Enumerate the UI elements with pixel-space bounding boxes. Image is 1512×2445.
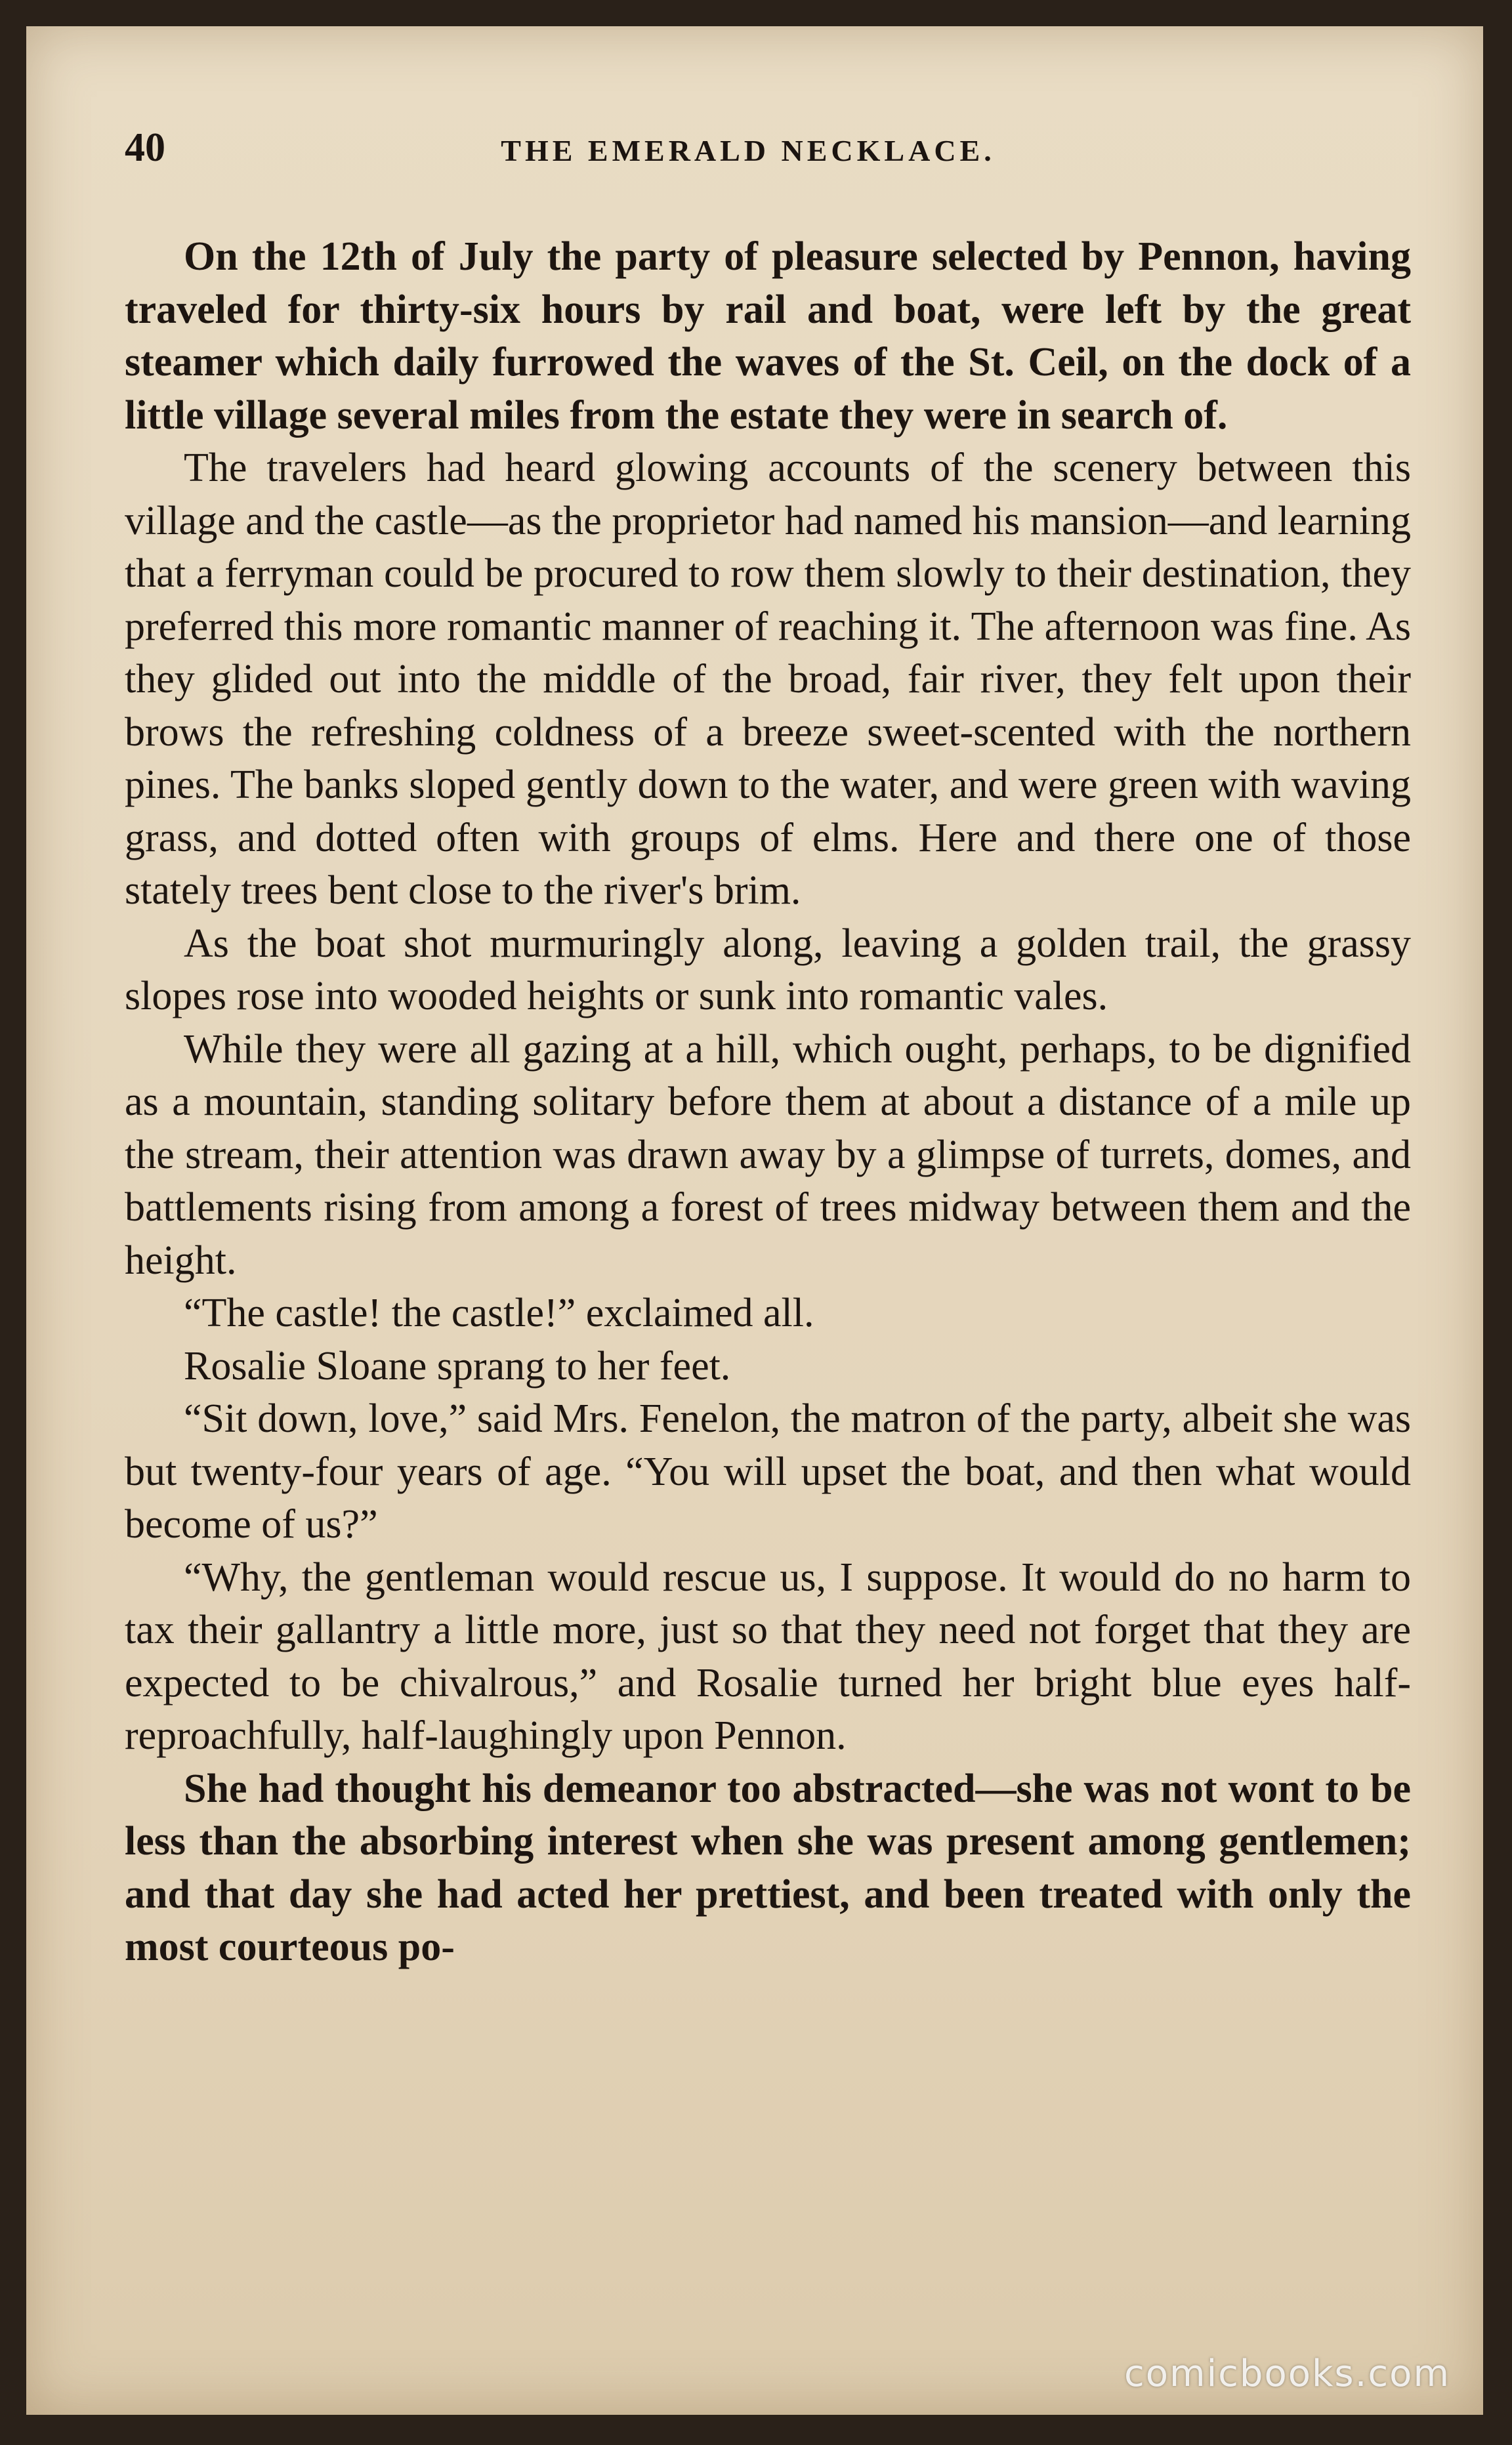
paragraph-4: While they were all gazing at a hill, which ought, perhaps, to be dignified as a mountain, standing solitary before them at about a distance of a mile up the stream, their attention was drawn away by a glimpse of turrets, domes, and battlements rising from among a forest of trees midway between them and the height. xyxy=(125,1026,1411,1283)
page-header xyxy=(125,125,1411,171)
paragraph-1: On the 12th of July the party of pleasure selected by Pennon, having traveled for thirty-six hours by rail and boat, were left by the great steamer which daily furrowed the waves of the St. Ceil, on the dock of a little village several miles from the estate they were in search of. xyxy=(125,234,1411,438)
paragraph-5: “The castle! the castle!” exclaimed all. xyxy=(184,1291,814,1335)
paragraph-9: She had thought his demeanor too abstracted—she was not wont to be less than the absorbing interest when she was present among gentlemen; and that day she had acted her prettiest, and been treated with only the most courteous po- xyxy=(125,1766,1411,1969)
page-number: 40 xyxy=(125,125,165,170)
paragraph-6: Rosalie Sloane sprang to her feet. xyxy=(184,1343,731,1389)
book-page xyxy=(26,26,1483,2415)
running-head: THE EMERALD NECKLACE. xyxy=(501,134,996,167)
watermark-text: comicbooks.com xyxy=(1124,2352,1450,2395)
paragraph-7: “Sit down, love,” said Mrs. Fenelon, the matron of the party, albeit she was but twenty-four years of age. “You will upset the boat, and then what would become of us?” xyxy=(125,1396,1411,1547)
paragraph-3: As the boat shot murmuringly along, leaving a golden trail, the grassy slopes rose into wooded heights or sunk into romantic vales. xyxy=(125,921,1411,1018)
paragraph-8: “Why, the gentleman would rescue us, I suppose. It would do no harm to tax their gallantry a little more, just so that they need not forget that they are expected to be chivalrous,” and Rosalie turned her bright blue eyes half-reproachfully, half-laughingly upon Pennon. xyxy=(125,1555,1411,1758)
paragraph-2: The travelers had heard glowing accounts of the scenery between this village and the castle—as the proprietor had named his mansion—and learning that a ferryman could be procured to row them slowly to their destination, they preferred this more romantic manner of reaching it. The afternoon was fine. As they glided out into the middle of the broad, fair river, they felt upon their brows the refreshing coldness of a breeze sweet-scented with the northern pines. The banks sloped gently down to the water, and were green with waving grass, and dotted often with groups of elms. Here and there one of those stately trees bent close to the river's brim. xyxy=(125,446,1411,913)
body-text xyxy=(125,230,1411,1974)
page-content xyxy=(125,125,1411,1974)
